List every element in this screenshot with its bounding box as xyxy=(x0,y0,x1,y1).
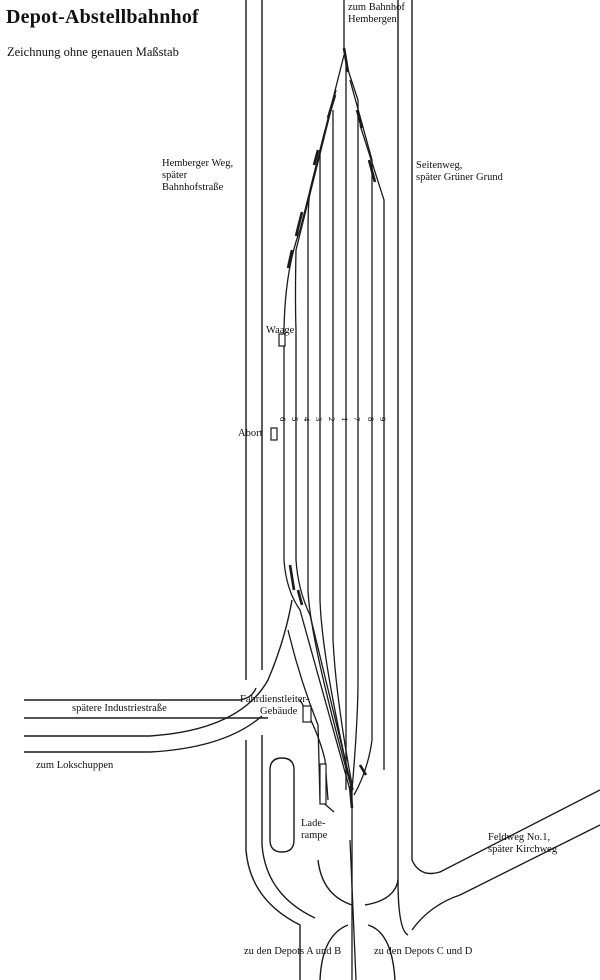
track-fan-left-5 xyxy=(333,110,353,790)
label-seitenweg xyxy=(416,160,503,184)
road-feldweg-join xyxy=(398,880,408,935)
page-title: Depot-Abstellbahnhof xyxy=(6,6,199,28)
label-depots-ab: zu den Depots A und B xyxy=(244,946,342,957)
road-depots-ab-left xyxy=(246,740,300,980)
label-feldweg-line1: Feldweg No.1, xyxy=(488,832,551,843)
label-waage: Waage xyxy=(266,325,295,336)
road-depots-cd-left xyxy=(365,880,398,905)
road-industriestrasse-top xyxy=(24,688,256,700)
label-abort: Abort xyxy=(238,428,263,439)
label-depots-cd: zu den Depots C und D xyxy=(374,946,473,957)
label-zum-bahnhof-line1: zum Bahnhof xyxy=(348,2,405,13)
road-lokschuppen-bottom xyxy=(24,716,262,752)
label-hemberger-weg xyxy=(162,158,233,194)
track-number: 4 xyxy=(302,417,312,422)
page-subtitle: Zeichnung ohne genauen Maßstab xyxy=(7,45,179,59)
label-feldweg-line2: später Kirchweg xyxy=(488,844,558,855)
label-hemberger-weg-line3: Bahnhofstraße xyxy=(162,182,224,193)
track-number: 9 xyxy=(378,417,388,422)
label-hemberger-weg-line2: später xyxy=(162,170,188,181)
label-laderampe-line1: Lade- xyxy=(301,818,326,829)
label-hemberger-weg-line1: Hemberger Weg, xyxy=(162,158,234,169)
track-number: 5 xyxy=(290,417,300,422)
track-number: 6 xyxy=(278,417,288,422)
track-number: 7 xyxy=(352,417,362,422)
label-fahrdienstleiter-line2: Gebäude xyxy=(260,706,298,717)
track-fan-left-4 xyxy=(320,150,352,790)
label-zum-bahnhof xyxy=(348,2,405,26)
label-fahrdienstleiter xyxy=(240,694,309,718)
label-industriestrasse: spätere Industriestraße xyxy=(72,703,167,714)
label-laderampe xyxy=(301,818,327,842)
tracks xyxy=(284,0,384,980)
track-number: 1 xyxy=(340,417,350,422)
laderampe-platform xyxy=(320,764,326,804)
label-lokschuppen: zum Lokschuppen xyxy=(36,760,114,771)
track-fan-right-2 xyxy=(350,80,372,795)
track-number: 8 xyxy=(366,417,376,422)
track-number: 3 xyxy=(314,417,324,422)
abort-building xyxy=(271,428,277,440)
rampe-island xyxy=(270,758,294,852)
label-zum-bahnhof-line2: Hembergen xyxy=(348,14,397,25)
road-depots-ab-curve xyxy=(318,860,352,905)
label-seitenweg-line1: Seitenweg, xyxy=(416,160,463,171)
label-fahrdienstleiter-line1: Fahrdienstleiter- xyxy=(240,694,310,705)
label-feldweg xyxy=(488,832,557,856)
label-seitenweg-line2: später Grüner Grund xyxy=(416,172,503,183)
track-south-branch xyxy=(350,840,356,980)
track-fan-right-1 xyxy=(348,70,358,790)
track-number: 2 xyxy=(327,417,337,422)
label-laderampe-line2: rampe xyxy=(301,830,328,841)
